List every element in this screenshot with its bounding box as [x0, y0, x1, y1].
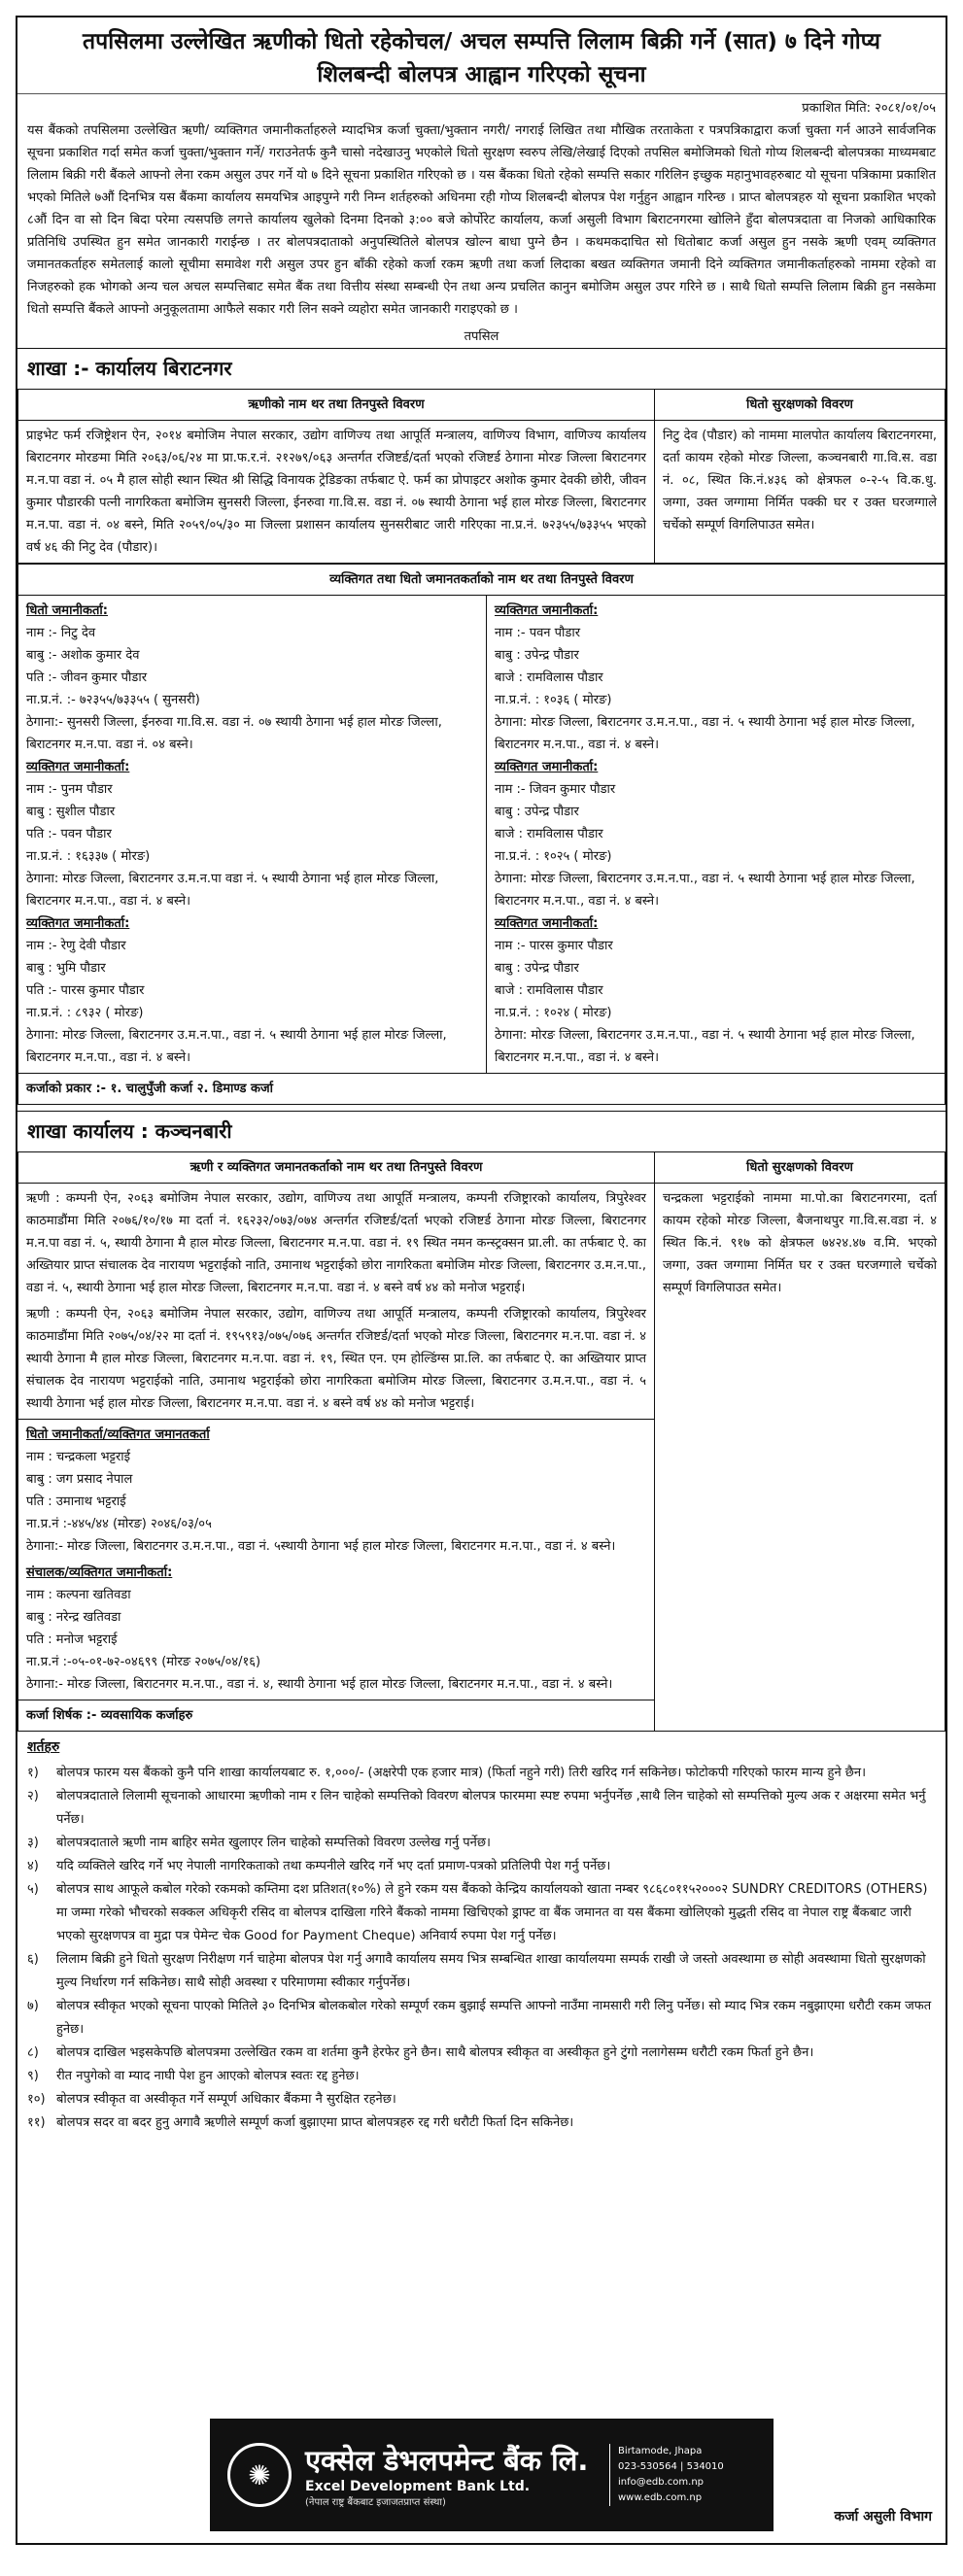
bank-logo-banner — [210, 2419, 774, 2531]
guarantor-line: ना.प्र.नं. : १६३३७ ( मोरङ) — [26, 849, 151, 864]
guarantor-line: नाम :- जिवन कुमार पौडार — [495, 782, 616, 797]
term-text: रीत नपुगेको वा म्याद नाघी पेश हुन आएको बोलपत्र स्वतः रद्द हुनेछ। — [56, 2069, 360, 2083]
guarantor-title: व्यक्तिगत जमानीकर्ता: — [495, 916, 599, 931]
guarantor-title: धितो जमानीकर्ता: — [26, 603, 108, 618]
branch1-guarantor-header: व्यक्तिगत तथा धितो जमानतकर्ताको नाम थर तथा तिनपुस्ते विवरण — [18, 565, 946, 596]
term-item — [27, 1855, 936, 1878]
director-line: पति : मनोज भट्टराई — [26, 1632, 118, 1647]
guarantor-block — [26, 600, 478, 756]
borrower-paragraph: ऋणी : कम्पनी ऐन, २०६३ बमोजिम नेपाल सरकार, उद्योग, वाणिज्य तथा आपूर्ति मन्त्रालय, कम्पनी रजिष्ट्रारको कार्यालय, त्रिपुरेश्वर काठमाडौंमा मिति २०७५/०४/२२ मा दर्ता नं. १९५९१३/०७५/०७६ अन्तर्गत रजिष्टर्ड/दर्ता भएको मोरङ जिल्ला, बिराटनगर म.न.पा. वडा नं. ४ स्थायी ठेगाना मै हाल मोरङ जिल्ला, बिराटनगर म.न.पा. वडा नं. १९, स्थित एन. एम होल्डिंग्स प्रा.लि. का तर्फबाट ऐ. का अख्तियार प्राप्त संचालक देव नारायण भट्टराईको नाति, उमानाथ भट्टराईको छोरा नागरिकता बमोजिम मोरङ जिल्ला, बिराटनगर उ.म.न.पा., वडा नं. ५ स्थायी ठेगाना भई हाल मोरङ जिल्ला, बिराटनगर म.न.पा. वडा नं. ४ बस्ने वर्ष ४४ को मनोज भट्टराई। — [26, 1307, 646, 1411]
term-item — [27, 1832, 936, 1855]
guarantor-block — [495, 912, 937, 1069]
bank-name-nepali: एक्सेल डेभलपमेन्ट बैंक लि. — [305, 2444, 589, 2477]
guarantor-line: बाजे : रामविलास पौडार — [495, 670, 603, 685]
term-item — [27, 1762, 936, 1785]
guarantor-line: पति : उमानाथ भट्टराई — [26, 1494, 126, 1509]
branch2-loan-heading: कर्जा शिर्षक :- व्यवसायिक कर्जाहरु — [18, 1700, 655, 1732]
guarantor-line: बाबु :- अशोक कुमार देव — [26, 648, 140, 663]
term-number: २) — [27, 1789, 39, 1803]
branch2-borrower-cell — [18, 1184, 655, 1420]
branch1-collateral-header: धितो सुरक्षणको विवरण — [655, 390, 946, 421]
notice-title — [17, 17, 946, 94]
term-text: लिलाम बिक्री हुने धितो सुरक्षण निरीक्षण गर्न चाहेमा बोलपत्र पेश गर्नु अगावै कार्यालय समय भित्र सम्बन्धित शाखा कार्यालयमा सम्पर्क राखी जे जस्तो अवस्थामा छ सोही अवस्थामा धितो सुरक्षणको मुल्य निर्धारण गर्न सकिनेछ। साथै सोही अवस्था र परिमाणमा स्वीकार गर्नुपर्नेछ। — [56, 1952, 926, 1990]
branch2-collateral-cell: चन्द्रकला भट्टराईको नाममा मा.पो.का बिराटनगरमा, दर्ता कायम रहेको मोरङ जिल्ला, बैजनाथपुर गा.वि.स.वडा नं. ४ स्थित कि.नं. ९१७ को क्षेत्रफल ७४२४.४७ व.मि. भएको जग्गा, उक्त जग्गामा निर्मित घर र उक्त घरजग्गाले चर्चेको सम्पूर्ण विगलिपाउत समेत। — [655, 1184, 946, 1732]
terms-list — [17, 1758, 946, 2135]
term-number: ७) — [27, 1999, 39, 2013]
bank-contact — [609, 2444, 774, 2506]
term-text: बोलपत्र स्वीकृत भएको सूचना पाएको मितिले ३० दिनभित्र बोलकबोल गरेको सम्पूर्ण रकम बुझाई सम्पत्ति आफ्नो नाउँमा नामसारी गरी लिनु पर्नेछ। सो म्याद भित्र रकम नबुझाएमा धरौटी रकम जफत हुनेछ। — [56, 1999, 932, 2037]
branch2-collateral-header: धितो सुरक्षणको विवरण — [655, 1152, 946, 1184]
guarantor-line: बाजे : रामविलास पौडार — [495, 983, 603, 998]
term-item — [27, 2065, 936, 2088]
guarantor-line: ना.प्र.नं. : ८९३२ ( मोरङ) — [26, 1006, 144, 1020]
guarantor-line: बाबु : सुशील पौडार — [26, 805, 116, 819]
guarantor-line: नाम :- पवन पौडार — [495, 626, 581, 640]
term-number: ६) — [27, 1952, 39, 1967]
branch1-heading: शाखा :- कार्यालय बिराटनगर — [17, 348, 946, 389]
term-text: बोलपत्र साथ आफूले कबोल गरेको रकमको कम्तिमा दश प्रतिशत(१०%) ले हुने रकम यस बैंकको केन्द्रिय कार्यालयको खाता नम्बर ९८६८०११५२०००२ SUNDRY CREDITORS (OTHERS) मा जम्मा गरेको भौचरको सक्कल अधिकृरी रसिद वा बोलपत्र दाखिला गरिने बैंकको नाममा खिचिएको ड्राफ्ट वा बैंक जमानत वा यस बैंकमा खोलिएको मुद्धती रसिद वा नेपाल राष्ट्र बैंकबाट जारी भएको सुरक्षणपत्र वा मुद्रा पत्र पेमेन्ट चेक Good for Payment Cheque) अनिवार्य रुपमा पेश गर्नु पर्नेछ। — [56, 1882, 928, 1943]
contact-phone: 023-530564 | 534010 — [618, 2461, 724, 2472]
notice-page — [16, 16, 947, 2545]
term-item — [27, 2042, 936, 2065]
branch1-borrower-cell: प्राइभेट फर्म रजिष्ट्रेशन ऐन, २०१४ बमोजिम नेपाल सरकार, उद्योग वाणिज्य तथा आपूर्ति मन्त्रालय, वाणिज्य विभाग, वाणिज्य कार्यालय बिराटनगर मोरङमा मिति २०६३/०६/२४ मा प्रा.फ.र.नं. २१२७९/०६३ अन्तर्गत रजिष्टर्ड/दर्ता भएको रजिष्टर्ड ठेगाना मोरङ जिल्ला बिराटनगर म.न.पा वडा नं. ०५ मै हाल सोही स्थान स्थित श्री सिद्धि विनायक ट्रेडिङका तर्फबाट ऐ. फर्म का प्रोपाइटर अशोक कुमार देवकी छोरी, जीवन कुमार पौडारकी पत्नी नागरिकता बमोजिम सुनसरी जिल्ला, ईनरुवा गा.वि.स. वडा नं. ०७ स्थायी ठेगाना भई हाल मोरङ जिल्ला, बिराटनगर म.न.पा. वडा नं. ०४ बस्ने, मिति २०५९/०५/३० मा जिल्ला प्रशासन कार्यालय सुनसरीबाट जारी गरिएका ना.प्र.नं. ७२३५५/७३३५५ भएको वर्ष ४६ की निटु देव (पौडार)। — [18, 421, 655, 564]
guarantor-line: ठेगाना:- सुनसरी जिल्ला, ईनरुवा गा.वि.स. वडा नं. ०७ स्थायी ठेगाना भई हाल मोरङ जिल्ला, बिराटनगर म.न.पा. वडा नं. ०४ बस्ने। — [26, 715, 442, 752]
term-text: बोलपत्र दाखिल भइसकेपछि बोलपत्रमा उल्लेखित रकम वा शर्तमा कुनै हेरफेर हुने छैन। साथै बोलपत्र स्वीकृत वा अस्वीकृत हुने टुंगो नलागेसम्म धरौटी रकम फिर्ता हुने छैन। — [56, 2045, 814, 2060]
guarantor-title: व्यक्तिगत जमानीकर्ता: — [26, 916, 130, 931]
term-text: यदि व्यक्तिले खरिद गर्ने भए नेपाली नागरिकताको तथा कम्पनीले खरिद गर्ने भए दर्ता प्रमाण-पत्रको प्रतिलिपी पेश गर्नु पर्नेछ। — [56, 1859, 611, 1873]
guarantor-line: बाजे : रामविलास पौडार — [495, 827, 603, 841]
guarantor-line: नाम :- पारस कुमार पौडार — [495, 939, 613, 953]
guarantor-line: ना.प्र.नं. : १०२५ ( मोरङ) — [495, 849, 612, 864]
branch1-loan-type: कर्जाको प्रकार :- १. चालुपुँजी कर्जा २. डिमाण्ड कर्जा — [18, 1074, 946, 1105]
guarantor-block — [26, 756, 478, 912]
bank-emblem-icon: ✺ — [227, 2443, 292, 2507]
term-item — [27, 1785, 936, 1832]
guarantor-line: बाबु : उपेन्द्र पौडार — [495, 961, 579, 976]
bank-name-english: Excel Development Bank Ltd. — [305, 2479, 531, 2494]
guarantor-line: नाम : चन्द्रकला भट्टराई — [26, 1450, 131, 1464]
guarantor-line: ना.प्र.नं. :- ७२३५५/७३३५५ ( सुनसरी) — [26, 693, 200, 707]
bank-tagline: (नेपाल राष्ट्र बैंकबाट इजाजतप्राप्त संस्था) — [305, 2497, 446, 2508]
guarantor-block — [495, 756, 937, 912]
guarantor-line: ठेगाना: मोरङ जिल्ला, बिराटनगर उ.म.न.पा., वडा नं. ५ स्थायी ठेगाना भई हाल मोरङ जिल्ला, बिराटनगर म.न.पा., वडा नं. ४ बस्ने। — [26, 1028, 447, 1065]
term-number: १०) — [27, 2092, 46, 2107]
guarantor-line: बाबु : उपेन्द्र पौडार — [495, 648, 579, 663]
contact-email: info@edb.com.np — [618, 2477, 705, 2488]
guarantor-line: नाम :- पुनम पौडार — [26, 782, 113, 797]
term-text: बोलपत्र सदर वा बदर हुनु अगावै ऋणीले सम्पूर्ण कर्जा बुझाएमा प्राप्त बोलपत्रहरु रद्द गरी धरौटी फिर्ता दिन सकिनेछ। — [56, 2115, 574, 2130]
guarantor-line: ठेगाना: मोरङ जिल्ला, बिराटनगर उ.म.न.पा., वडा नं. ५ स्थायी ठेगाना भई हाल मोरङ जिल्ला, बिराटनगर म.न.पा., वडा नं. ४ बस्ने। — [495, 715, 915, 752]
branch1-table — [17, 389, 946, 564]
guarantor-line: ठेगाना: मोरङ जिल्ला, बिराटनगर उ.म.न.पा., वडा नं. ५ स्थायी ठेगाना भई हाल मोरङ जिल्ला, बिराटनगर म.न.पा., वडा नं. ४ बस्ने। — [495, 872, 915, 909]
term-text: बोलपत्र स्वीकृत वा अस्वीकृत गर्ने सम्पूर्ण अधिकार बैंकमा नै सुरक्षित रहनेछ। — [56, 2092, 396, 2107]
guarantor-line: पति :- पारस कुमार पौडार — [26, 983, 145, 998]
term-number: ८) — [27, 2045, 39, 2060]
branch2-table — [17, 1151, 946, 1732]
intro-paragraph: यस बैंकको तपसिलमा उल्लेखित ऋणी/ व्यक्तिगत जमानीकर्ताहरुले म्यादभित्र कर्जा चुक्ता/भुक्तान नगरी/ नगराई लिखित तथा मौखिक तरताकेता र पत्रपत्रिकाद्वारा कर्जा चुक्ता गर्न आउने सार्वजनिक सूचना प्रकाशित गर्दा समेत कर्जा चुक्ता/भुक्तान गर्ने/ गराउनेतर्फ कुनै चासो नदेखाउनु भएकोले धितो सुरक्षण स्वरुप लेखि/लेखाई दिएको तपसिल बमोजिमको धितो गोप्य शिलबन्दी बोलपत्रका माध्यमबाट लिलाम बिक्री गरी बैंकले आफ्नो लेना रकम असुल उपर गर्ने यो ७ दिने सूचना प्रकाशित गरिएको छ । यस बैंकका धितो रहेको सम्पत्ति सकार गरिलिन इच्छुक महानुभावहरुबाट यो सूचना पत्रिकामा प्रकाशित भएको मितिले ७औं दिनभित्र यस बैंकमा कार्यालय समयभित्र आइपुग्ने गरी निम्न शर्तहरुको अधिनमा रही गोप्य शिलबन्दी बोलपत्र पेश गर्नुहुन आह्वान गरिन्छ । प्राप्त बोलपत्रहरु यो सूचना प्रकाशित भएको ८औं दिन वा सो दिन बिदा परेमा त्यसपछि लगत्ते कार्यालय खुलेको दिनमा दिनको ३:०० बजे कोर्पोरेट कार्यालय, कर्जा असुली विभाग बिराटनगरमा खोलिने हुँदा बोलपत्रदाता वा निजको आधिकारिक प्रतिनिधि उपस्थित हुन समेत जानकारी गराईन्छ । तर बोलपत्रदाताको अनुपस्थितिले बोलपत्र खोल्न बाधा पुग्ने छैन । कथमकदाचित सो धितोबाट कर्जा असुल हुन नसके ऋणी एवम् व्यक्तिगत जमानतकर्ताहरु समेतलाई कालो सूचीमा समावेश गरी असुल उपर हुन बाँकी रहेको कर्जा रकम ऋणी तथा कर्जा लिदाका बखत व्यक्तिगत जमानी दिने व्यक्तिगत जमानीकर्ताहरुको नाममा रहेको वा निजहरुको हक भोगको अन्य चल अचल सम्पत्तिबाट समेत बैंक तथा वित्तीय संस्था सम्बन्धी ऐन तथा अन्य प्रचलित कानुन बमोजिम असुल उपर गरिने छ । साथै धितो सम्पत्ति लिलाम बिक्री हुन नसकेमा धितो सम्पत्ति बैंकले आफ्नो अनुकूलतामा आफैले सकार गरी लिन सक्ने व्यहोरा समेत जानकारी गराइएको छ । — [27, 123, 936, 317]
tapasil-label: तपसिल — [464, 329, 499, 344]
branch2-borrower-header: ऋणी र व्यक्तिगत जमानतकर्ताको नाम थर तथा तिनपुस्ते विवरण — [18, 1152, 655, 1184]
term-number: ९) — [27, 2069, 39, 2083]
branch2-heading: शाखा कार्यालय : कञ्चनबारी — [17, 1111, 946, 1151]
guarantor-line: पति :- जीवन कुमार पौडार — [26, 670, 148, 685]
guarantor-line: ना.प्र.नं. : १०२४ ( मोरङ) — [495, 1006, 612, 1020]
guarantor-line: ठेगाना: मोरङ जिल्ला, बिराटनगर उ.म.न.पा., वडा नं. ५ स्थायी ठेगाना भई हाल मोरङ जिल्ला, बिराटनगर म.न.पा., वडा नं. ४ बस्ने। — [495, 1028, 915, 1065]
term-item — [27, 1878, 936, 1948]
term-text: बोलपत्र फारम यस बैंकको कुनै पनि शाखा कार्यालयबाट रु. १,०००/- (अक्षरेपी एक हजार मात्र) (फिर्ता नहुने गरी) तिरी खरिद गर्न सकिनेछ। फोटोकपी गरिएको फारम मान्य हुने छैन। — [56, 1766, 867, 1780]
term-number: ४) — [27, 1859, 39, 1873]
borrower-paragraph: ऋणी : कम्पनी ऐन, २०६३ बमोजिम नेपाल सरकार, उद्योग, वाणिज्य तथा आपूर्ति मन्त्रालय, कम्पनी रजिष्ट्रारको कार्यालय, त्रिपुरेश्वर काठमाडौंमा मिति २०७६/१०/१७ मा दर्ता नं. १६२३२/०७३/०७४ अन्तर्गत रजिष्टर्ड/दर्ता भएको रजिष्टर्ड ठेगाना मोरङ जिल्ला, बिराटनगर म.न.पा वडा नं. ५, स्थायी ठेगाना मै हाल मोरङ जिल्ला, बिराटनगर म.न.पा. वडा नं. १९ स्थित नमन कन्स्ट्रक्सन प्रा.ली. का तर्फबाट ऐ. का अख्तियार प्राप्त संचालक देव नारायण भट्टराईको नाति, उमानाथ भट्टराईको छोरा नागरिकता बमोजिम मोरङ जिल्ला, बिराटनगर उ.म.न.पा., वडा नं. ५, स्थायी ठेगाना भई हाल मोरङ जिल्ला, बिराटनगर म.न.पा. वडा नं. ४ बस्ने वर्ष ४४ को मनोज भट्टराई। — [26, 1191, 646, 1295]
guarantor-line: ठेगाना:- मोरङ जिल्ला, बिराटनगर उ.म.न.पा., वडा नं. ५स्थायी ठेगाना भई हाल मोरङ जिल्ला, बिराटनगर म.न.पा., वडा नं. ४ बस्ने। — [26, 1539, 616, 1554]
guarantor-title: व्यक्तिगत जमानीकर्ता: — [495, 760, 599, 774]
contact-website: www.edb.com.np — [618, 2492, 703, 2503]
branch1-guarantor-left — [18, 596, 487, 1074]
department-signoff: कर्जा असुली विभाग — [834, 2509, 932, 2524]
branch1-collateral-cell: निटु देव (पौडार) को नाममा मालपोत कार्यालय बिराटनगरमा, दर्ता कायम रहेको मोरङ जिल्ला, कञ्चनबारी गा.वि.स. वडा नं. ०८, स्थित कि.नं.४३६ को क्षेत्रफल ०-२-५ वि.क.धु. जग्गा, उक्त जग्गामा निर्मित पक्की घर र उक्त घरजग्गाले चर्चेको सम्पूर्ण विगलिपाउत समेत। — [655, 421, 946, 564]
bank-name-block — [305, 2442, 609, 2508]
guarantor-line: पति :- पवन पौडार — [26, 827, 112, 841]
guarantor-block — [26, 912, 478, 1069]
term-number: ११) — [27, 2115, 46, 2130]
term-item — [27, 1995, 936, 2042]
guarantor-line: बाबु : भुमि पौडार — [26, 961, 106, 976]
term-number: ५) — [27, 1882, 39, 1897]
contact-address: Birtamode, Jhapa — [618, 2446, 703, 2456]
guarantor-title: व्यक्तिगत जमानीकर्ता: — [26, 760, 130, 774]
term-item — [27, 2112, 936, 2135]
branch1-guarantor-table — [17, 564, 946, 1105]
director-line: नाम : कल्पना खतिवडा — [26, 1588, 131, 1602]
guarantor-title: व्यक्तिगत जमानीकर्ता: — [495, 603, 599, 618]
director-line: ना.प्र.नं :-०५-०१-७२-०४६९९ (मोरङ २०७५/०४/१६) — [26, 1655, 261, 1669]
term-text: बोलपत्रदाताले लिलामी सूचनाको आधारमा ऋणीको नाम र लिन चाहेको सम्पत्तिको विवरण बोलपत्र फारममा स्पष्ट रुपमा भर्नुपर्नेछ ,साथै लिन चाहेको सो सम्पत्तिको मुल्य अक र अक्षरमा समेत भर्नु पर्नेछ। — [56, 1789, 926, 1827]
term-item — [27, 2088, 936, 2112]
director-line: बाबु : नरेन्द्र खतिवडा — [26, 1610, 121, 1625]
title-line-2: शिलबन्दी बोलपत्र आह्वान गरिएको सूचना — [317, 62, 646, 87]
branch1-borrower-header: ऋणीको नाम थर तथा तिनपुस्ते विवरण — [18, 390, 655, 421]
guarantor-line: बाबु : उपेन्द्र पौडार — [495, 805, 579, 819]
term-text: बोलपत्रदाताले ऋणी नाम बाहिर समेत खुलाएर लिन चाहेको सम्पत्तिको विवरण उल्लेख गर्नु पर्नेछ। — [56, 1836, 491, 1850]
term-item — [27, 1948, 936, 1995]
terms-title: शर्तहरु — [27, 1739, 60, 1755]
guarantor-line: ना.प्र.नं. : १०३६ ( मोरङ) — [495, 693, 612, 707]
director-line: ठेगाना:- मोरङ जिल्ला, बिराटनगर म.न.पा., वडा नं. ४, स्थायी ठेगाना भई हाल मोरङ जिल्ला, बिराटनगर म.न.पा., वडा नं. ४ बस्ने। — [26, 1677, 613, 1692]
guarantor-line: ठेगाना: मोरङ जिल्ला, बिराटनगर उ.म.न.पा वडा नं. ५ स्थायी ठेगाना भई हाल मोरङ जिल्ला, बिराटनगर म.न.पा., वडा नं. ४ बस्ने। — [26, 872, 439, 909]
branch1-guarantor-right — [487, 596, 946, 1074]
footer — [17, 2407, 946, 2543]
guarantor-title: धितो जमानीकर्ता/व्यक्तिगत जमानतकर्ता — [26, 1427, 210, 1442]
guarantor-line: ना.प्र.नं :-४४५/४४ (मोरङ) २०४६/०३/०५ — [26, 1517, 212, 1531]
guarantor-block — [495, 600, 937, 756]
term-number: ३) — [27, 1836, 39, 1850]
guarantor-line: नाम :- निटु देव — [26, 626, 96, 640]
term-number: १) — [27, 1766, 39, 1780]
guarantor-line: नाम :- रेणु देवी पौडार — [26, 939, 126, 953]
title-line-1: तपसिलमा उल्लेखित ऋणीको धितो रहेकोचल/ अचल सम्पत्ति लिलाम बिक्री गर्ने (सात) ७ दिने गोप्य — [83, 29, 880, 54]
guarantor-line: बाबु : जग प्रसाद नेपाल — [26, 1472, 133, 1487]
published-date: प्रकाशित मिति: २०८१/०१/०५ — [802, 101, 936, 116]
branch2-guarantor-cell — [18, 1420, 655, 1700]
director-title: संचालक/व्यक्तिगत जमानीकर्ता: — [26, 1565, 173, 1580]
